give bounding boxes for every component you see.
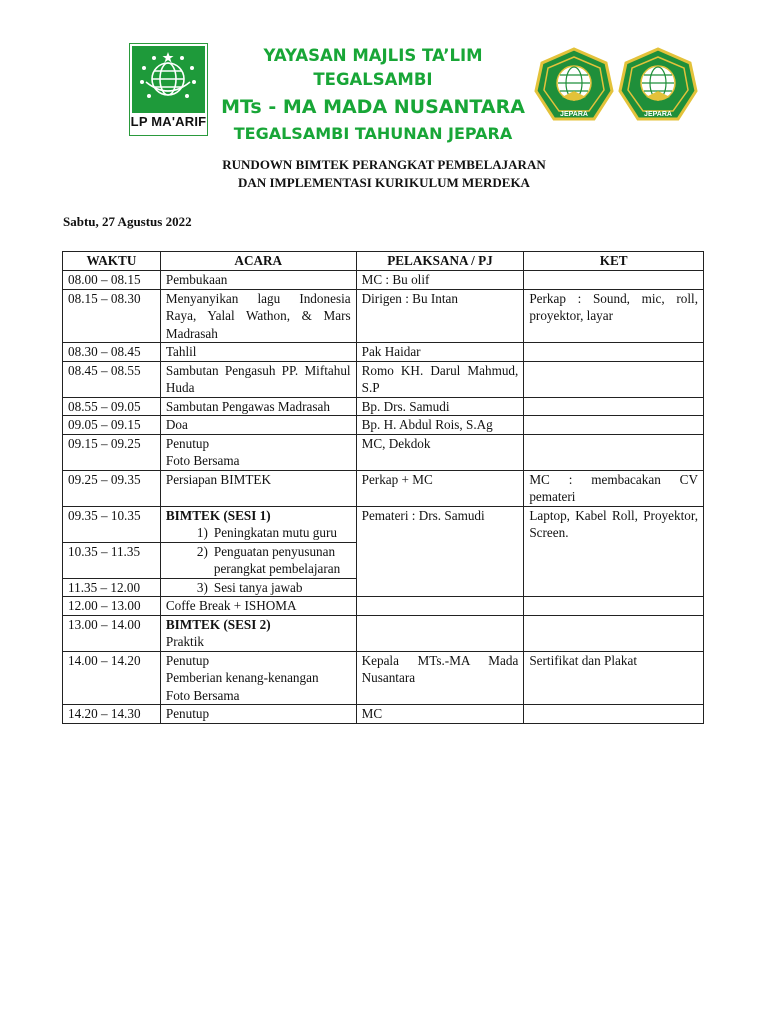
acara-line: Pemberian kenang-kenangan [165,670,319,685]
cell-ket [524,271,704,290]
cell-ket [524,361,704,397]
cell-acara: Menyanyikan lagu Indonesia Raya, Yalal Wathon, & Mars Madrasah [160,289,356,343]
column-header-ket: KET [524,252,704,271]
session-item-text: Peningkatan mutu guru [213,525,337,540]
cell-ket [524,343,704,362]
cell-time: 09.15 – 09.25 [63,434,161,470]
cell-pj: Kepala MTs.-MA Mada Nusantara [356,651,524,705]
cell-acara [160,542,356,578]
cell-ket [524,615,704,651]
table-row [63,434,704,470]
cell-acara [160,578,356,597]
cell-pj: Bp. Drs. Samudi [356,397,524,416]
cell-acara: Persiapan BIMTEK [160,470,356,506]
cell-acara [160,615,356,651]
table-row [63,397,704,416]
table-row [63,705,704,724]
school-name: MTs - MA MADA NUSANTARA [221,96,525,118]
cell-acara: Sambutan Pengasuh PP. Miftahul Huda [160,361,356,397]
cell-pj: Romo KH. Darul Mahmud, S.P [356,361,524,397]
cell-pj: Perkap + MC [356,470,524,506]
cell-time: 11.35 – 12.00 [63,578,161,597]
session-item-text: Sesi tanya jawab [213,579,303,595]
session-item-number: 3) [196,579,208,595]
cell-acara [160,434,356,470]
cell-time: 09.35 – 10.35 [63,506,161,542]
cell-time: 10.35 – 11.35 [63,542,161,578]
cell-time: 09.05 – 09.15 [63,416,161,435]
school-address: TEGALSAMBI TAHUNAN JEPARA [233,124,513,143]
cell-ket [524,434,704,470]
nu-globe-emblem-icon [132,46,205,113]
cell-ket [524,597,704,616]
institution-name-block [210,44,536,146]
session-item-text: Penguatan penyusunan perangkat pembelajaran [213,543,341,576]
session-item [166,524,351,542]
cell-acara: Pembukaan [160,271,356,290]
table-row [63,651,704,705]
cell-pj: Bp. H. Abdul Rois, S.Ag [356,416,524,435]
table-row [63,361,704,397]
logo-caption: LP MA'ARIF [130,114,207,129]
acara-line: Penutup [165,435,210,451]
cell-time: 08.30 – 08.45 [63,343,161,362]
session-item [166,579,351,597]
session-heading: BIMTEK (SESI 1) [165,507,271,523]
cell-pj: MC : Bu olif [356,271,524,290]
table-row [63,615,704,651]
cell-acara [160,651,356,705]
cell-time: 08.55 – 09.05 [63,397,161,416]
session-heading: BIMTEK (SESI 2) [165,616,271,632]
event-date: Sabtu, 27 Agustus 2022 [63,214,192,229]
school-seal-ma [618,47,698,132]
cell-acara: Tahlil [160,343,356,362]
table-row [63,343,704,362]
cell-time: 08.15 – 08.30 [63,289,161,343]
seal-label: JEPARA [644,111,672,118]
cell-ket: Sertifikat dan Plakat [524,651,704,705]
table-row [63,470,704,506]
cell-time: 12.00 – 13.00 [63,597,161,616]
table-row [63,597,704,616]
cell-acara: Penutup [160,705,356,724]
column-header-waktu: WAKTU [63,252,161,271]
cell-time: 08.00 – 08.15 [63,271,161,290]
document-title [0,156,768,192]
cell-ket: Perkap : Sound, mic, roll, proyektor, layar [524,289,704,343]
cell-time: 14.20 – 14.30 [63,705,161,724]
table-row [63,416,704,435]
acara-line: Penutup [165,652,210,668]
lp-maarif-logo [129,43,208,136]
seal-label: JEPARA [560,111,588,118]
acara-line: Foto Bersama [165,453,240,468]
cell-time: 09.25 – 09.35 [63,470,161,506]
cell-pj: MC [356,705,524,724]
cell-ket [524,397,704,416]
cell-pj: MC, Dekdok [356,434,524,470]
title-line-2: DAN IMPLEMENTASI KURIKULUM MERDEKA [238,175,530,190]
cell-time: 14.00 – 14.20 [63,651,161,705]
acara-line: Foto Bersama [165,687,240,703]
cell-pj: Dirigen : Bu Intan [356,289,524,343]
column-header-pelaksana: PELAKSANA / PJ [356,252,524,271]
acara-line: Praktik [165,634,204,649]
cell-time: 13.00 – 14.00 [63,615,161,651]
session-item-number: 1) [196,525,208,540]
cell-ket: Laptop, Kabel Roll, Proyektor, Screen. [524,506,704,597]
rundown-table [62,251,704,724]
title-line-1: RUNDOWN BIMTEK PERANGKAT PEMBELAJARAN [222,157,546,172]
table-row [63,506,704,542]
cell-acara: Coffe Break + ISHOMA [160,597,356,616]
cell-pj: Pemateri : Drs. Samudi [356,506,524,597]
foundation-name: YAYASAN MAJLIS TA’LIM TEGALSAMBI [263,46,483,89]
cell-ket [524,416,704,435]
table-header-row [63,252,704,271]
letterhead [0,0,768,143]
table-row [63,271,704,290]
cell-pj [356,615,524,651]
cell-acara: Doa [160,416,356,435]
column-header-acara: ACARA [160,252,356,271]
cell-acara [160,506,356,542]
school-seal-mts [534,47,614,132]
session-item [166,543,351,578]
cell-acara: Sambutan Pengawas Madrasah [160,397,356,416]
session-item-number: 2) [196,543,208,559]
cell-ket [524,705,704,724]
cell-time: 08.45 – 08.55 [63,361,161,397]
cell-ket: MC : membacakan CV pemateri [524,470,704,506]
table-row [63,289,704,343]
cell-pj: Pak Haidar [356,343,524,362]
cell-pj [356,597,524,616]
